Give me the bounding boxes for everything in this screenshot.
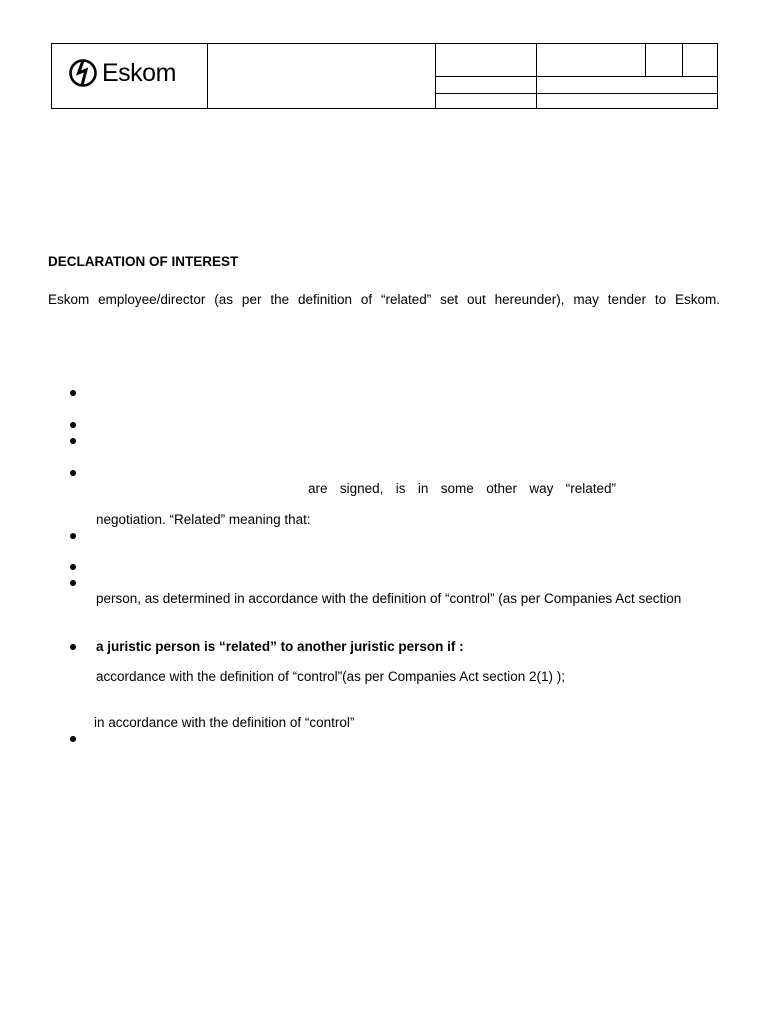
in-accordance-line: in accordance with the definition of “control”: [94, 715, 355, 730]
bullet: [70, 580, 76, 586]
negotiation-line: negotiation. “Related” meaning that:: [96, 512, 311, 527]
intro-paragraph: Eskom employee/director (as per the definition of “related” set out hereunder), may tender to Eskom.: [48, 292, 720, 307]
document-header-table: [51, 43, 718, 109]
eskom-logo-icon: [68, 58, 98, 88]
bullet: [70, 533, 76, 539]
bullet: [70, 564, 76, 570]
page-title: DECLARATION OF INTEREST: [48, 254, 239, 269]
bullet: [70, 736, 76, 742]
juristic-person-heading: a juristic person is “related” to another juristic person if :: [96, 639, 464, 654]
bullet: [70, 422, 76, 428]
bullet: [70, 438, 76, 444]
person-control-line: person, as determined in accordance with the definition of “control” (as per Companies Act section: [96, 591, 682, 606]
signed-line: are signed, is in some other way “related”: [308, 481, 616, 496]
bullet: [70, 470, 76, 476]
eskom-logo: [68, 58, 176, 88]
bullet: [70, 644, 76, 650]
eskom-logo-text: Eskom: [102, 58, 176, 87]
accordance-line: accordance with the definition of “control”(as per Companies Act section 2(1) );: [96, 669, 565, 684]
bullet: [70, 390, 76, 396]
